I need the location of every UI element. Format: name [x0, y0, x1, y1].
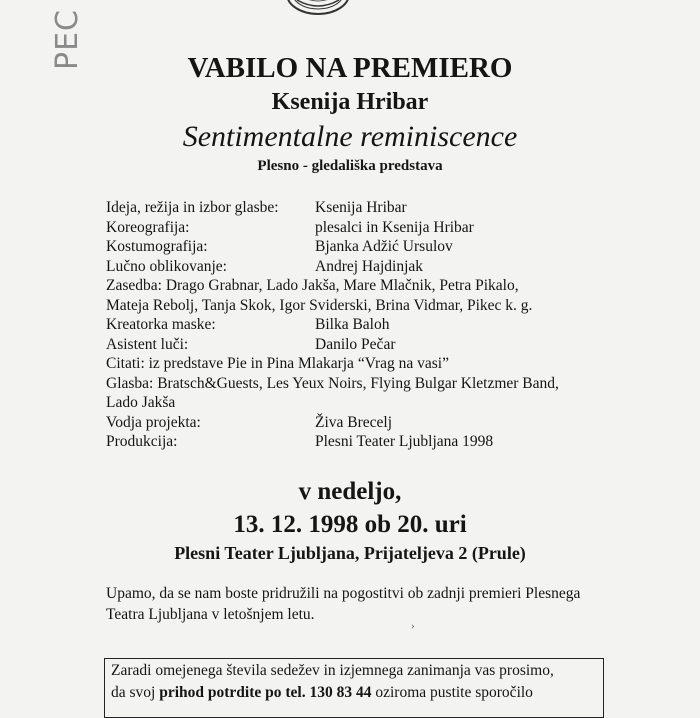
credit-value: plesalci in Ksenija Hribar: [315, 218, 474, 236]
credit-label: Lučno oblikovanje:: [106, 257, 227, 275]
credit-label: Ideja, režija in izbor glasbe:: [106, 199, 279, 216]
notice-line: [111, 682, 597, 704]
credit-line: Citati: iz predstave Pie in Pina Mlakarja “Vrag na vasi”: [106, 355, 449, 372]
rsvp-phone: prihod potrdite po tel. 130 83 44: [159, 684, 372, 701]
notice-line: Zaradi omejenega števila sedežev in izjemnega zanimanja vas prosimo,: [111, 662, 554, 679]
credit-row: [106, 198, 606, 218]
credit-row: [106, 335, 606, 355]
credit-row: [106, 218, 606, 238]
credit-row: [106, 315, 606, 335]
credit-value: Bjanka Adžić Ursulov: [315, 238, 453, 255]
credit-line: Mateja Rebolj, Tanja Skok, Igor Sviderski, Brina Vidmar, Pikec k. g.: [106, 296, 533, 314]
stray-mark: ›: [411, 620, 415, 632]
notice-text: oziroma pustite sporočilo: [371, 684, 533, 701]
credit-row: [106, 257, 606, 277]
rsvp-notice-box: [104, 658, 604, 718]
credit-value: Danilo Pečar: [315, 335, 396, 353]
credit-value: Ksenija Hribar: [315, 199, 407, 216]
credit-line: Glasba: Bratsch&Guests, Les Yeux Noirs, Flying Bulgar Kletzmer Band,: [106, 374, 559, 392]
credit-value: Plesni Teater Ljubljana 1998: [315, 433, 494, 450]
credits-list: [106, 198, 606, 452]
handwritten-margin-note: PEC: [50, 9, 85, 70]
credit-label: Kreatorka maske:: [106, 316, 216, 333]
event-day: v nedeljo,: [298, 478, 402, 505]
credit-label: Vodja projekta:: [106, 413, 201, 431]
credit-label: Asistent luči:: [106, 335, 189, 353]
credit-value: Bilka Baloh: [315, 316, 390, 333]
credit-value: Andrej Hajdinjak: [315, 257, 424, 275]
author-name: Ksenija Hribar: [271, 89, 429, 115]
credit-row: [106, 413, 606, 433]
credit-value: Živa Brecelj: [315, 413, 393, 431]
notice-text: da svoj: [111, 684, 160, 701]
invitation-text: Upamo, da se nam boste pridružili na pogostitvi ob zadnji premieri Plesnega Teatra Ljubljana v letošnjem letu.: [106, 585, 581, 623]
work-title: Sentimentalne reminiscence: [182, 120, 518, 153]
credit-label: Kostumografija:: [106, 238, 208, 255]
credit-label: Produkcija:: [106, 433, 178, 450]
event-venue: Plesni Teater Ljubljana, Prijateljeva 2 (Prule): [174, 543, 526, 563]
invitation-title: VABILO NA PREMIERO: [187, 52, 513, 84]
seal-emblem-icon: [283, 0, 353, 16]
credit-row: [106, 432, 606, 452]
credit-row: [106, 237, 606, 257]
event-datetime: 13. 12. 1998 ob 20. uri: [233, 511, 467, 538]
credit-line: Lado Jakša: [106, 394, 176, 411]
credit-line: Zasedba: Drago Grabnar, Lado Jakša, Mare Mlačnik, Petra Pikalo,: [106, 277, 519, 294]
credit-label: Koreografija:: [106, 218, 190, 236]
genre-subtitle: Plesno - gledališka predstava: [257, 158, 443, 174]
